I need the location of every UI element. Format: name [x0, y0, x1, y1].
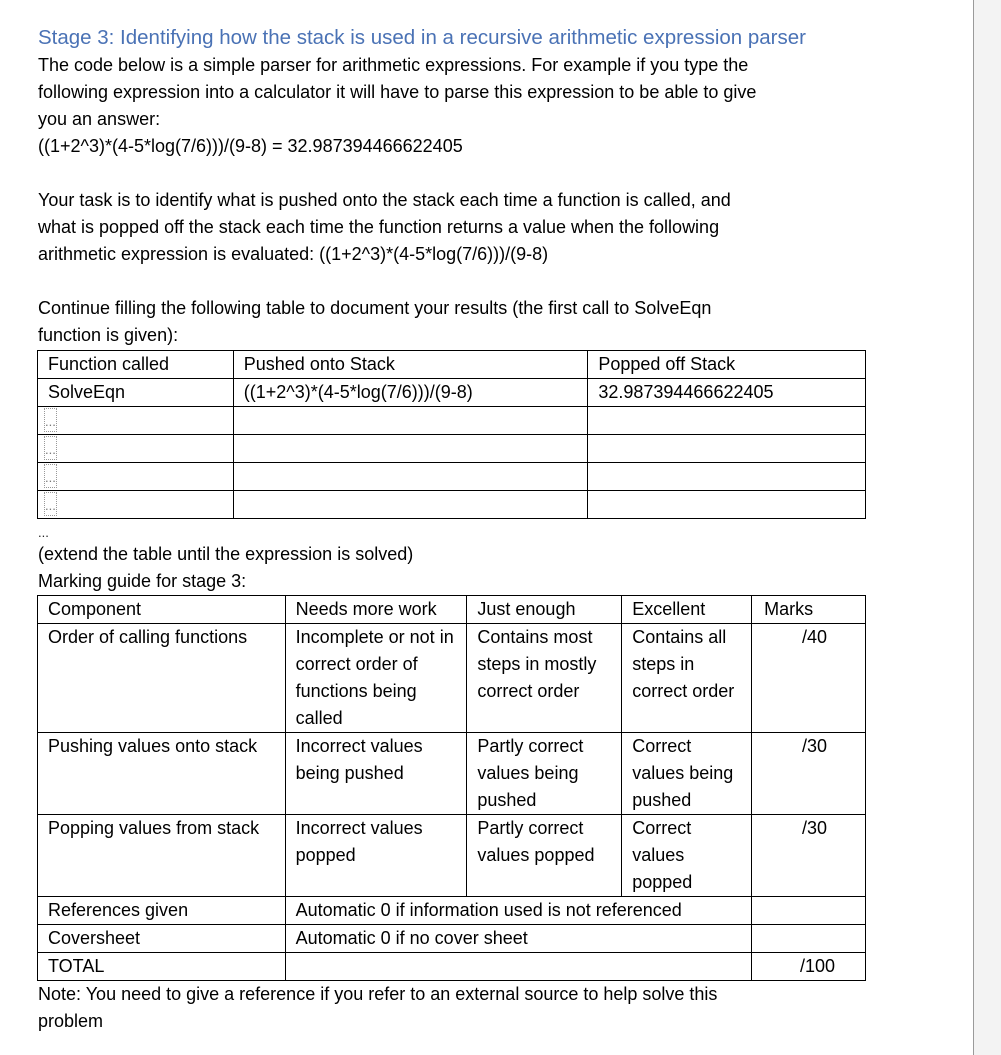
cell-pushed-value: ((1+2^3)*(4-5*log(7/6)))/(9-8) — [233, 379, 588, 407]
table-row — [38, 733, 866, 815]
intro-line-3: you an answer: — [38, 109, 161, 129]
cell-function-name: SolveEqn — [38, 379, 234, 407]
task-line-3: arithmetic expression is evaluated: ((1+2^3)*(4-5*log(7/6)))/(9-8) — [38, 244, 549, 264]
table-row — [38, 815, 866, 897]
component-cell: Pushing values onto stack — [38, 733, 286, 815]
excellent-cell: Correct values popped — [622, 815, 752, 897]
continuation-ellipsis: ... — [38, 525, 49, 540]
header-component: Component — [38, 596, 286, 624]
marking-header-row — [38, 596, 866, 624]
stack-table-header-row — [38, 351, 866, 379]
extend-note: (extend the table until the expression is solved) — [38, 544, 414, 564]
total-label-cell: TOTAL — [38, 953, 286, 981]
intro-line-2: following expression into a calculator it will have to parse this expression to be able to give — [38, 82, 757, 102]
marks-cell: /30 — [752, 733, 866, 815]
just-enough-cell: Contains most steps in mostly correct order — [467, 624, 622, 733]
placeholder-dots: ... — [44, 492, 57, 516]
note-line-1: Note: You need to give a reference if you refer to an external source to help solve this — [38, 984, 718, 1004]
header-excellent: Excellent — [622, 596, 752, 624]
needs-more-work-cell: Incorrect values being pushed — [285, 733, 467, 815]
header-marks: Marks — [752, 596, 866, 624]
excellent-cell: Contains all steps in correct order — [622, 624, 752, 733]
table-row — [38, 491, 866, 519]
stage-heading: Stage 3: Identifying how the stack is used in a recursive arithmetic expression parser — [38, 26, 806, 49]
component-cell: Coversheet — [38, 925, 286, 953]
note-line-2: problem — [38, 1011, 104, 1031]
task-line-2: what is popped off the stack each time the function returns a value when the following — [38, 217, 720, 237]
continue-line-2: function is given): — [38, 325, 179, 345]
marks-cell: /30 — [752, 815, 866, 897]
header-function-called: Function called — [38, 351, 234, 379]
header-just-enough: Just enough — [467, 596, 622, 624]
table-row — [38, 953, 866, 981]
marking-table — [37, 595, 866, 981]
empty-cell — [588, 435, 866, 463]
total-empty-cell — [285, 953, 751, 981]
marking-guide-title: Marking guide for stage 3: — [38, 571, 247, 591]
placeholder-dots: ... — [44, 436, 57, 460]
header-needs-more-work: Needs more work — [285, 596, 467, 624]
excellent-cell: Correct values being pushed — [622, 733, 752, 815]
table-row — [38, 463, 866, 491]
table-row — [38, 624, 866, 733]
empty-cell — [38, 491, 234, 519]
document-content — [38, 24, 858, 1035]
empty-cell — [38, 463, 234, 491]
table-row — [38, 435, 866, 463]
table-row — [38, 925, 866, 953]
header-popped-off-stack: Popped off Stack — [588, 351, 866, 379]
just-enough-cell: Partly correct values popped — [467, 815, 622, 897]
marks-cell: /40 — [752, 624, 866, 733]
header-pushed-onto-stack: Pushed onto Stack — [233, 351, 588, 379]
component-cell: References given — [38, 897, 286, 925]
empty-cell — [233, 435, 588, 463]
component-cell: Order of calling functions — [38, 624, 286, 733]
stack-table — [37, 350, 866, 519]
empty-cell — [588, 463, 866, 491]
spacer — [38, 160, 858, 187]
component-cell: Popping values from stack — [38, 815, 286, 897]
continue-line-1: Continue filling the following table to document your results (the first call to SolveEqn — [38, 298, 712, 318]
marks-cell — [752, 925, 866, 953]
task-line-1: Your task is to identify what is pushed onto the stack each time a function is called, and — [38, 190, 731, 210]
table-row — [38, 897, 866, 925]
table-row — [38, 379, 866, 407]
empty-cell — [233, 491, 588, 519]
cell-popped-value: 32.987394466622405 — [588, 379, 866, 407]
total-marks-cell: /100 — [752, 953, 866, 981]
table-row — [38, 407, 866, 435]
empty-cell — [38, 407, 234, 435]
empty-cell — [233, 407, 588, 435]
coversheet-rule-cell: Automatic 0 if no cover sheet — [285, 925, 751, 953]
example-expression: ((1+2^3)*(4-5*log(7/6)))/(9-8) = 32.987394466622405 — [38, 136, 463, 156]
empty-cell — [588, 407, 866, 435]
viewer-gutter — [974, 0, 1001, 1055]
empty-cell — [588, 491, 866, 519]
empty-cell — [233, 463, 588, 491]
placeholder-dots: ... — [44, 408, 57, 432]
just-enough-cell: Partly correct values being pushed — [467, 733, 622, 815]
needs-more-work-cell: Incorrect values popped — [285, 815, 467, 897]
intro-line-1: The code below is a simple parser for arithmetic expressions. For example if you type the — [38, 55, 749, 75]
spacer — [38, 268, 858, 295]
empty-cell — [38, 435, 234, 463]
placeholder-dots: ... — [44, 464, 57, 488]
needs-more-work-cell: Incomplete or not in correct order of functions being called — [285, 624, 467, 733]
references-rule-cell: Automatic 0 if information used is not referenced — [285, 897, 751, 925]
marks-cell — [752, 897, 866, 925]
